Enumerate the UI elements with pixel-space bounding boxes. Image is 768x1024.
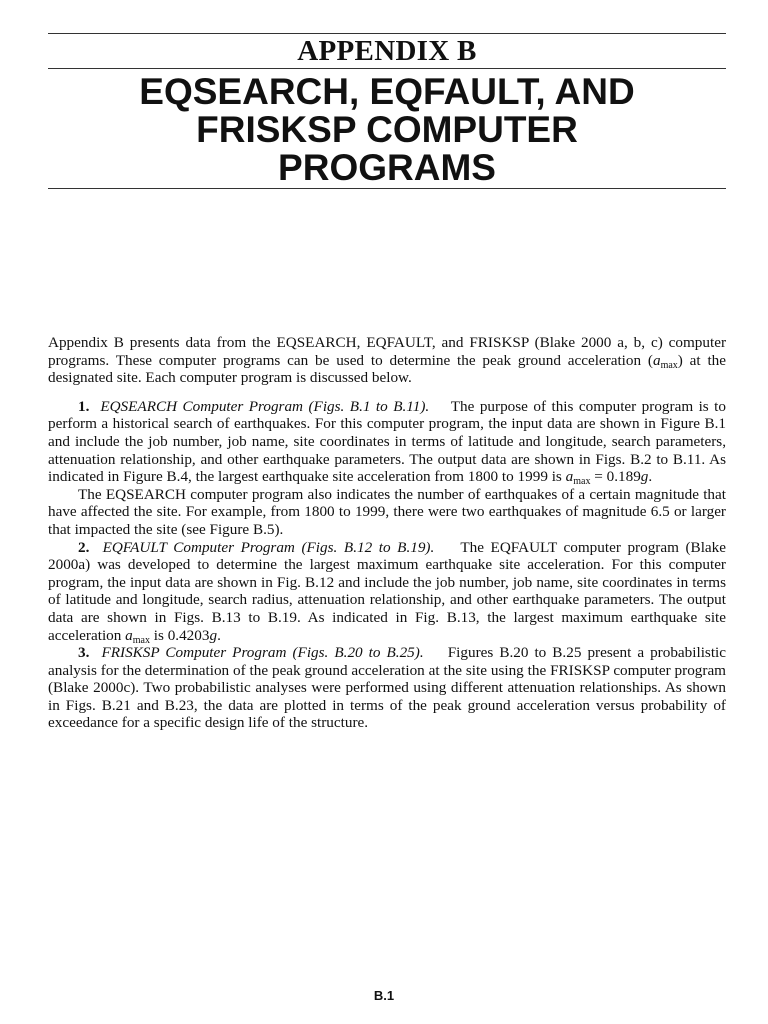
intro-text-1: Appendix B presents data from the EQSEARCH, EQFAULT, and FRISKSP (Blake 2000 a, b, c) computer programs. These computer programs can be used to determine the peak ground acceleration ( (48, 334, 726, 369)
top-rule (48, 33, 726, 34)
item-2-amax-symbol: a (125, 626, 133, 644)
item-1-amax-subscript: max (573, 476, 591, 488)
middle-rule (48, 68, 726, 69)
item-3-paragraph (48, 644, 726, 732)
page-number: B.1 (373, 988, 395, 1003)
item-2-text: The EQFAULT computer program (Blake 2000a) was developed to determine the largest maximum earthquake site acceleration. For this computer program, the input data are shown in Fig. B.12 and include the job number, job name, site coordinates in terms of latitude and longitude, search radius, attenuation relationship, and other earthquake parameters. The output data are shown in Figs. B.13 to B.19. As indicated in Fig. B.13, the largest maximum earthquake site acceleration (48, 538, 726, 644)
item-2-suffix: . (217, 626, 221, 644)
amax-symbol: a (652, 351, 661, 369)
item-2-number: 2. (78, 538, 90, 556)
item-1-amax-symbol: a (565, 468, 574, 486)
item-1-heading: EQSEARCH Computer Program (Figs. B.1 to B.11). (100, 397, 430, 415)
amax-subscript: max (660, 359, 678, 371)
chapter-title (48, 73, 726, 187)
intro-paragraph (48, 334, 726, 387)
chapter-title-line-1: EQSEARCH, EQFAULT, AND (139, 71, 635, 112)
item-2-unit: g (209, 626, 218, 644)
body-text (48, 334, 726, 732)
item-2-paragraph (48, 539, 726, 645)
item-1-unit: g (640, 468, 649, 486)
chapter-title-line-2: FRISKSP COMPUTER (196, 109, 578, 150)
item-2-heading: EQFAULT Computer Program (Figs. B.12 to B.19). (102, 538, 435, 556)
item-1-number: 1. (78, 397, 90, 415)
item-1-value: = 0.189 (590, 468, 641, 486)
item-1-text: The purpose of this computer program is to perform a historical search of earthquakes. For this computer program, the input data are shown in Figure B.1 and include the job number, job name, site coordinates in terms of latitude and longitude, search parameters, attenuation relationship, and other earthquake parameters. The output data are shown in Figs. B.2 to B.11. As indicated in Figure B.4, the largest earthquake site acceleration from 1800 to 1999 is (48, 397, 726, 486)
item-1-continuation: The EQSEARCH computer program also indicates the number of earthquakes of a certain magnitude that have affected the site. For example, from 1800 to 1999, there were two earthquakes of magnitude 6.5 or larger that impacted the site (see Figure B.5). (48, 485, 726, 538)
appendix-label: APPENDIX B (297, 35, 477, 67)
item-3-text: Figures B.20 to B.25 present a probabilistic analysis for the determination of the peak ground acceleration at the site using the FRISKSP computer program (Blake 2000c). Two probabilistic analyses were performed using different attenuation relationships. As shown in Figs. B.21 and B.23, the data are plotted in terms of the peak ground acceleration versus probability of exceedance for a specific design life of the structure. (48, 644, 727, 732)
item-3-number: 3. (78, 644, 90, 662)
intro-text-2: ) at the designated site. Each computer program is discussed below. (48, 351, 726, 387)
item-2-value: is 0.4203 (149, 626, 210, 644)
item-1-suffix: . (648, 468, 653, 486)
chapter-title-line-3: PROGRAMS (278, 147, 496, 188)
bottom-rule (48, 188, 726, 189)
item-2-amax-subscript: max (132, 634, 150, 646)
item-1-paragraph (48, 398, 726, 486)
item-3-heading: FRISKSP Computer Program (Figs. B.20 to B.25). (101, 644, 424, 662)
